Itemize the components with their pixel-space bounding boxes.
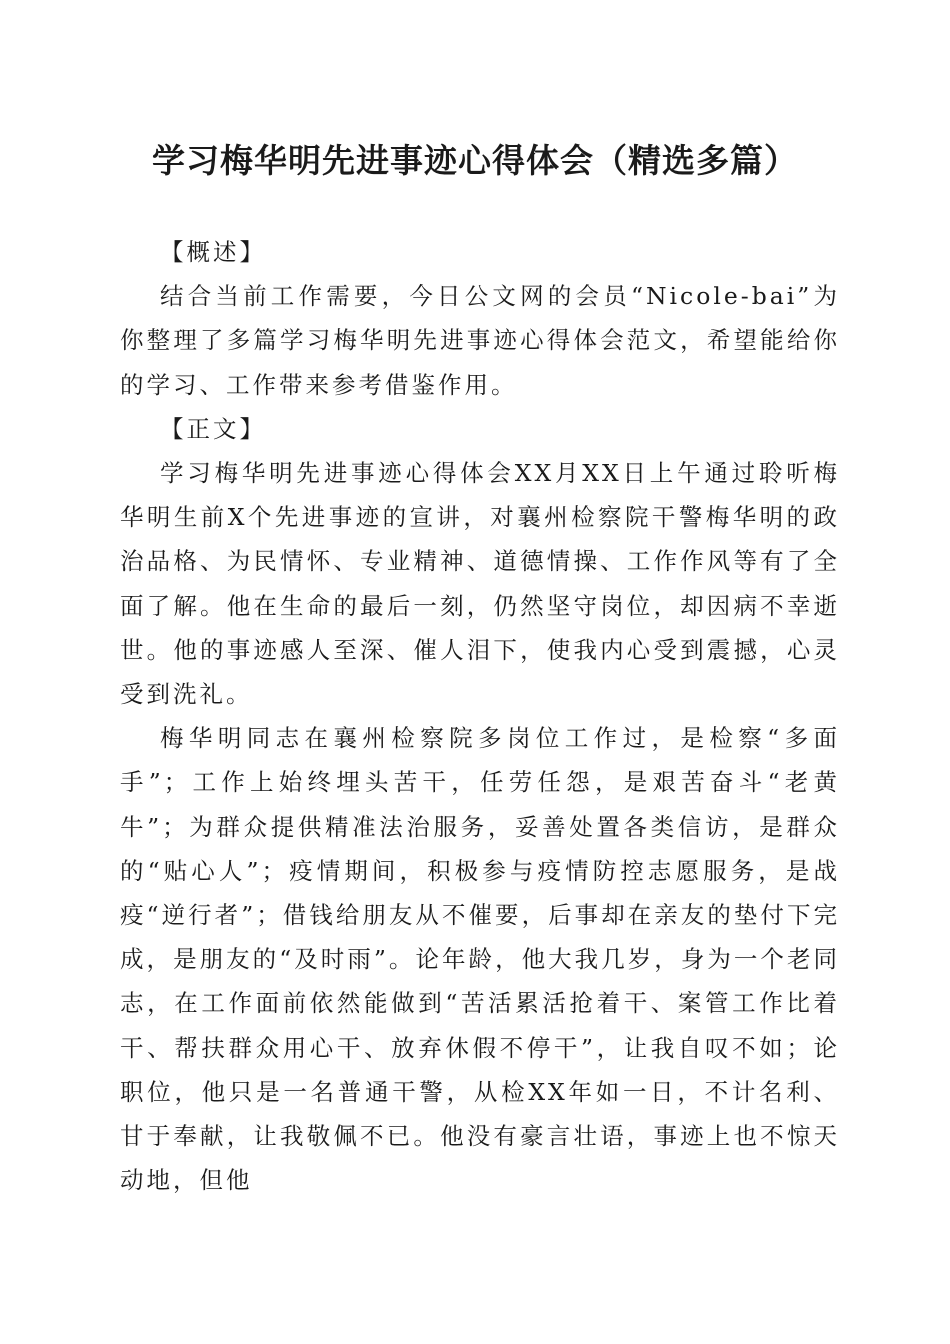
body-paragraph-2: 梅华明同志在襄州检察院多岗位工作过，是检察“多面手”；工作上始终埋头苦干，任劳任怨，是艰苦奋斗“老黄牛”；为群众提供精准法治服务，妥善处置各类信访，是群众的“贴心人”；疫情期间，积极参与疫情防控志愿服务，是战疫“逆行者”；借钱给朋友从不催要，后事却在亲友的垫付下完成，是朋友的“及时雨”。论年龄，他大我几岁，身为一个老同志，在工作面前依然能做到“苦活累活抢着干、案管工作比着干、帮扶群众用心干、放弃休假不停干”，让我自叹不如；论职位，他只是一名普通干警，从检XX年如一日，不计名利、甘于奉献，让我敬佩不已。他没有豪言壮语，事迹上也不惊天动地，但他 [120, 724, 840, 1195]
document-title: 学习梅华明先进事迹心得体会（精选多篇） [152, 141, 798, 180]
body-heading: 【正文】 [160, 414, 266, 443]
document-body [120, 230, 840, 1202]
body-paragraph-1: 学习梅华明先进事迹心得体会XX月XX日上午通过聆听梅华明生前X个先进事迹的宣讲，对襄州检察院干警梅华明的政治品格、为民情怀、专业精神、道德情操、工作作风等有了全面了解。他在生命的最后一刻，仍然坚守岗位，却因病不幸逝世。他的事迹感人至深、催人泪下，使我内心受到震撼，心灵受到洗礼。 [120, 459, 840, 709]
summary-paragraph: 结合当前工作需要，今日公文网的会员“Nicole-bai”为你整理了多篇学习梅华明先进事迹心得体会范文，希望能给你的学习、工作带来参考借鉴作用。 [120, 282, 840, 399]
summary-heading: 【概述】 [160, 238, 266, 266]
